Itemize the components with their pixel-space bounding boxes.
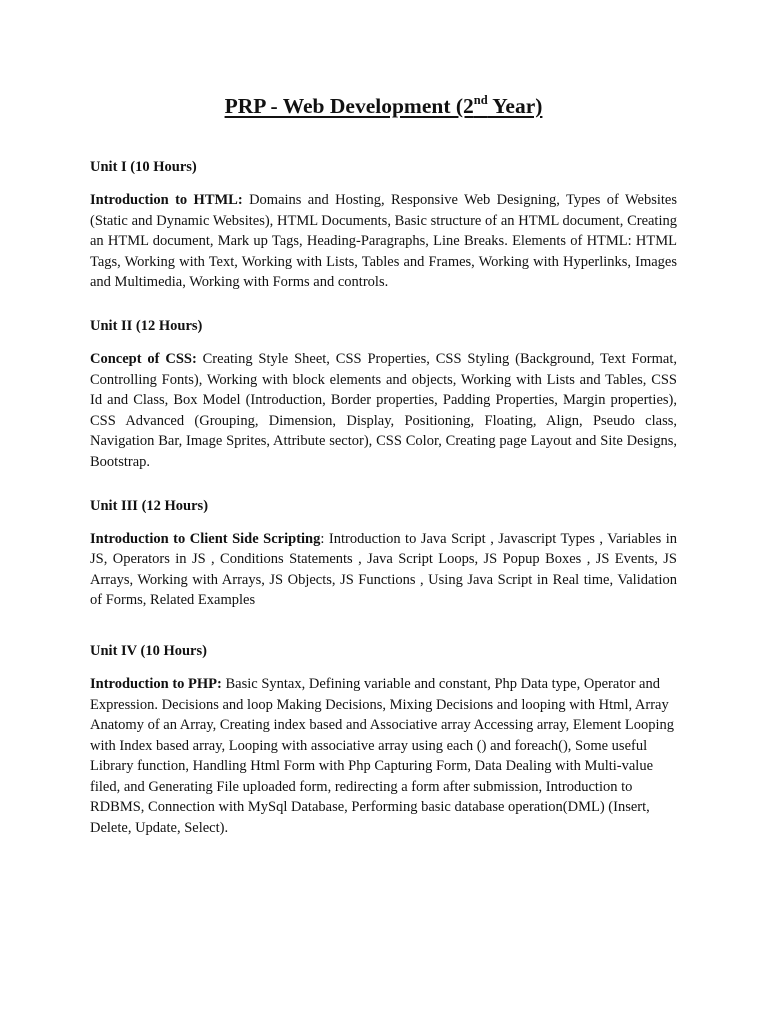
unit-1-topic: Introduction to HTML: — [90, 192, 243, 208]
unit-4-topic: Introduction to PHP: — [90, 675, 222, 692]
unit-4-description — [90, 674, 677, 839]
unit-2-description — [90, 349, 677, 473]
unit-1-heading: Unit I (10 Hours) — [90, 159, 197, 175]
page-title — [90, 88, 677, 124]
unit-2-heading: Unit II (12 Hours) — [90, 317, 203, 334]
page-title-text — [225, 94, 543, 118]
unit-3-topic: Introduction to Client Side Scripting — [90, 530, 321, 547]
page-title-main: PRP - Web Development (2 — [224, 94, 474, 118]
syllabus-page — [90, 88, 677, 839]
page-title-superscript: nd — [473, 93, 488, 107]
unit-1-description — [90, 190, 677, 293]
unit-2-topic: Concept of CSS: — [90, 350, 197, 367]
unit-4-content: Basic Syntax, Defining variable and constant, Php Data type, Operator and Expression. Decisions and loop Making Decisions, Mixing Decisions and looping with Html, Array Anatomy of an Array, Creating index based and Associative array Accessing array, Element Looping with Index based array, Looping with associative array using each () and foreach(), Some useful Library function, Handling Html Form with Php Capturing Form, Data Dealing with Multi-value filed, and Generating File uploaded form, redirecting a form after submission, Introduction to RDBMS, Connection with MySql Database, Performing basic database operation(DML) (Insert, Delete, Update, Select). — [90, 675, 674, 837]
unit-2-content: Creating Style Sheet, CSS Properties, CSS Styling (Background, Text Format, Controlling Fonts), Working with block elements and objects, Working with Lists and Tables, CSS Id and Class, Box Model (Introduction, Border properties, Padding Properties, Margin properties), CSS Advanced (Grouping, Dimension, Display, Positioning, Floating, Align, Pseudo class, Navigation Bar, Image Sprites, Attribute sector), CSS Color, Creating page Layout and Site Designs, Bootstrap. — [90, 350, 677, 470]
unit-3-heading: Unit III (12 Hours) — [90, 497, 209, 514]
unit-1-content: Domains and Hosting, Responsive Web Designing, Types of Websites (Static and Dynamic Websites), HTML Documents, Basic structure of an HTML document, Creating an HTML document, Mark up Tags, Heading-Paragraphs, Line Breaks. Elements of HTML: HTML Tags, Working with Text, Working with Lists, Tables and Frames, Working with Hyperlinks, Images and Multimedia, Working with Forms and controls. — [90, 192, 677, 291]
unit-3-content: : Introduction to Java Script , Javascript Types , Variables in JS, Operators in JS , Conditions Statements , Java Script Loops, JS Popup Boxes , JS Events, JS Arrays, Working with Arrays, JS Objects, JS Functions , Using Java Script in Real time, Validation of Forms, Related Examples — [90, 530, 677, 609]
unit-3-description — [90, 529, 677, 611]
page-title-end: Year) — [487, 94, 543, 118]
unit-4-heading: Unit IV (10 Hours) — [90, 642, 207, 659]
